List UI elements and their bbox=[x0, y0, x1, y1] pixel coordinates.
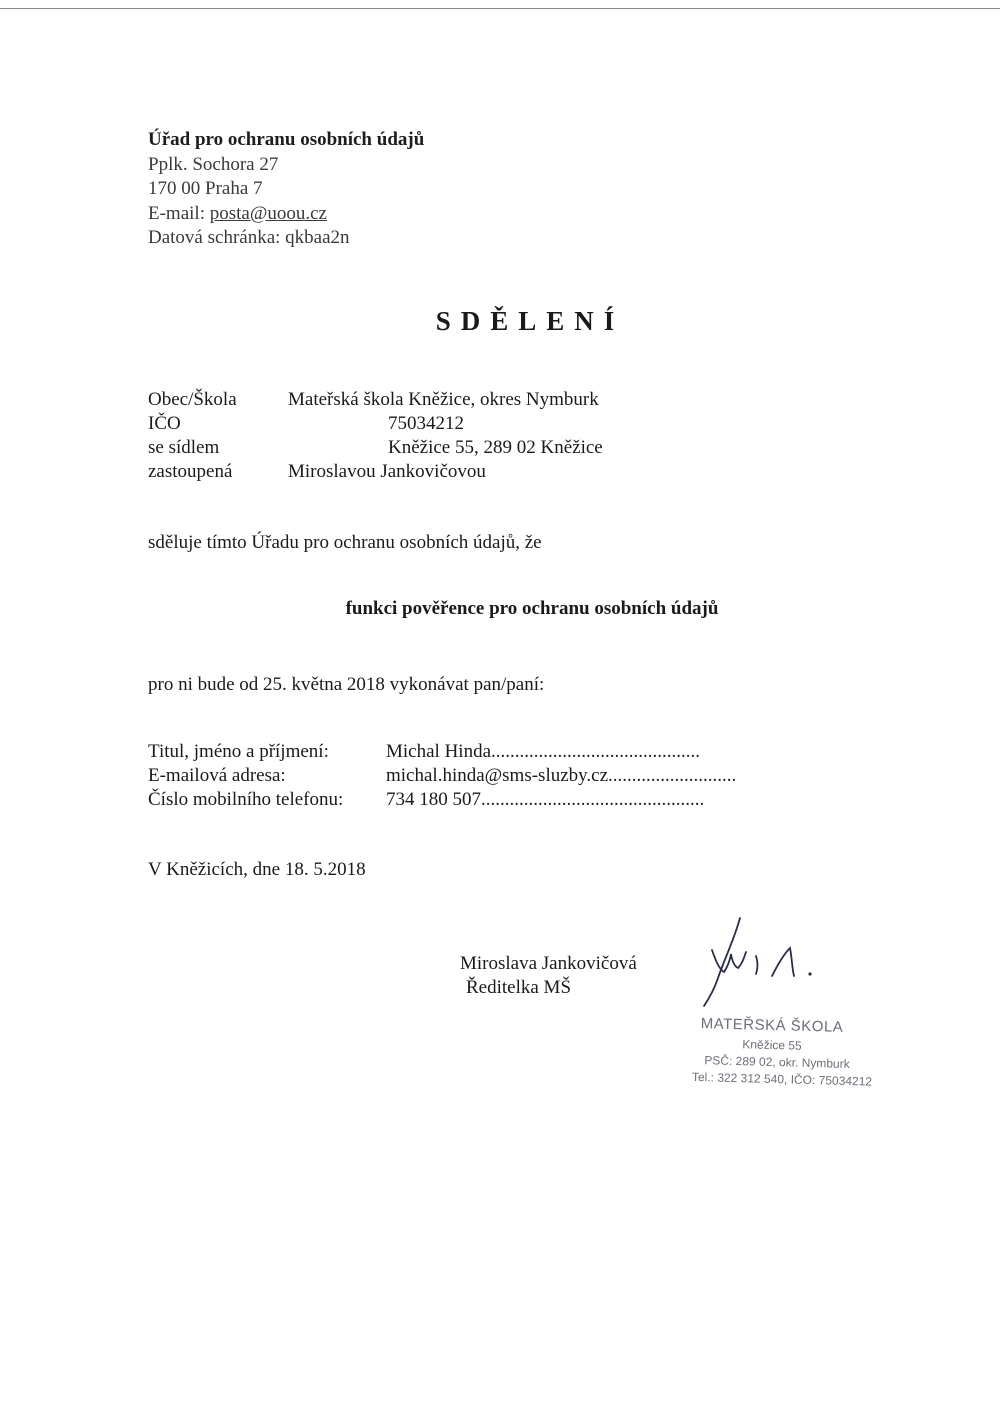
info-value: 75034212 bbox=[388, 413, 464, 434]
info-value: Mateřská škola Kněžice, okres Nymburk bbox=[288, 389, 599, 410]
info-label: Obec/Škola bbox=[148, 389, 237, 410]
info-label: zastoupená bbox=[148, 461, 233, 482]
stamp-postcode: PSČ: 289 02, okr. Nymburk bbox=[704, 1053, 850, 1072]
officer-value: Michal Hinda............................................ bbox=[386, 741, 701, 762]
recipient-organization: Úřad pro ochranu osobních údajů bbox=[148, 129, 425, 150]
recipient-street: Pplk. Sochora 27 bbox=[148, 153, 279, 175]
place-and-date: V Kněžicích, dne 18. 5.2018 bbox=[148, 859, 366, 880]
handwritten-signature bbox=[698, 910, 828, 1010]
stamp-school-name: MATEŘSKÁ ŠKOLA bbox=[700, 1015, 844, 1036]
officer-label: Titul, jméno a příjmení: bbox=[148, 741, 329, 762]
recipient-email-label: E-mail: bbox=[148, 202, 210, 224]
document-title: SDĚLENÍ bbox=[435, 306, 625, 336]
officer-value: 734 180 507............................................... bbox=[386, 789, 705, 810]
function-title: funkci pověřence pro ochranu osobních údajů bbox=[345, 598, 719, 619]
info-label: IČO bbox=[148, 413, 181, 434]
officer-label: E-mailová adresa: bbox=[148, 765, 286, 786]
stamp-contact: Tel.: 322 312 540, IČO: 75034212 bbox=[691, 1069, 873, 1089]
school-stamp bbox=[652, 1015, 892, 1088]
info-value: Miroslavou Jankovičovou bbox=[288, 461, 486, 482]
officer-value: michal.hinda@sms-sluzby.cz........................... bbox=[386, 765, 737, 786]
since-text: pro ni bude od 25. května 2018 vykonávat pan/paní: bbox=[148, 674, 545, 695]
page-top-rule bbox=[0, 8, 1000, 9]
recipient-address bbox=[148, 128, 424, 251]
signatory-role: Ředitelka MŠ bbox=[466, 977, 572, 998]
stamp-address: Kněžice 55 bbox=[742, 1037, 802, 1053]
officer-label: Číslo mobilního telefonu: bbox=[148, 789, 344, 810]
signatory-block bbox=[460, 952, 637, 1000]
recipient-databox: Datová schránka: qkbaa2n bbox=[148, 227, 350, 248]
info-label: se sídlem bbox=[148, 437, 220, 458]
recipient-city: 170 00 Praha 7 bbox=[148, 178, 263, 199]
signatory-name: Miroslava Jankovičová bbox=[460, 953, 637, 974]
statement-text: sděluje tímto Úřadu pro ochranu osobních údajů, že bbox=[148, 532, 542, 553]
recipient-email bbox=[148, 202, 424, 227]
recipient-email-link[interactable]: posta@uoou.cz bbox=[209, 202, 327, 224]
info-value: Kněžice 55, 289 02 Kněžice bbox=[388, 437, 603, 458]
